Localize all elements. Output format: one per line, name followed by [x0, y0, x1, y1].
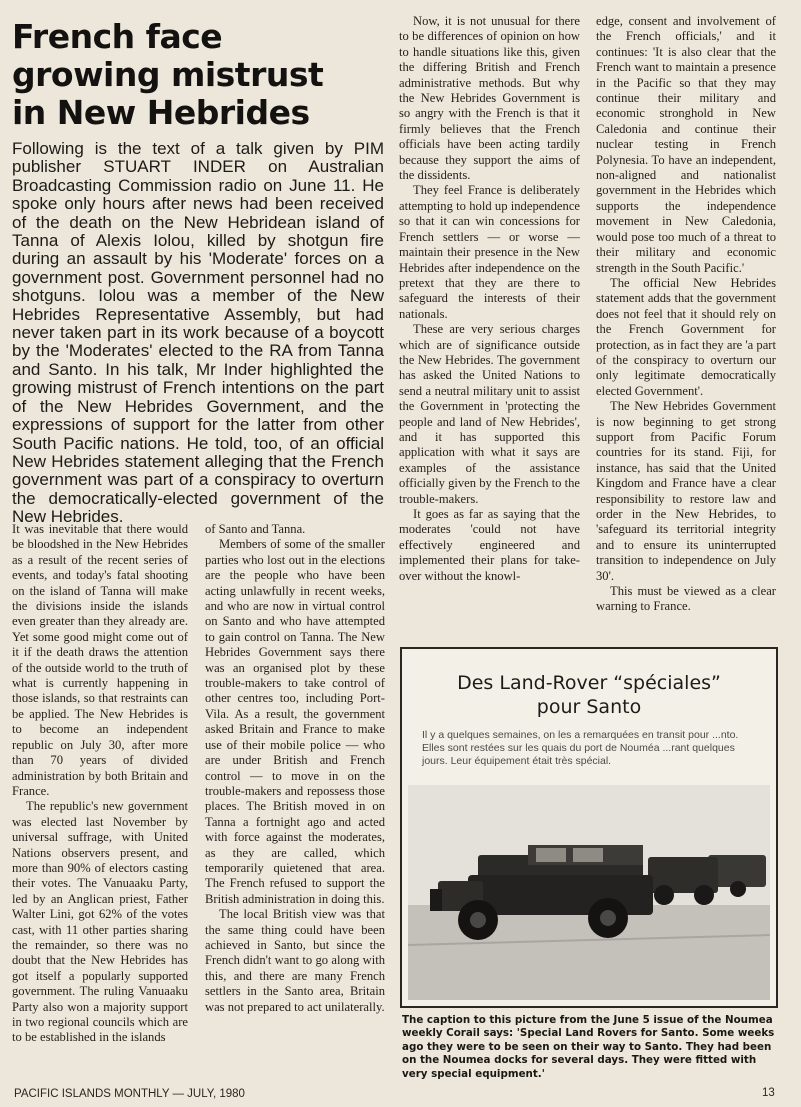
- body-column-2: [205, 522, 385, 1015]
- clipping-headline-line-1: Des Land-Rover “spéciales”: [457, 672, 721, 694]
- article-intro: Following is the text of a talk given by PIM publisher STUART INDER on Australian Broadcasting Commission radio on June 11. He spoke only hours after news had been received of the death on the New Hebridean island of Tanna of Alexis Iolou, killed by shotgun fire during an assault by his 'Moderate' forces on a government post. Government personnel had no shotguns. Iolou was a member of the New Hebrides Representative Assembly, but had never taken part in its work because of a boycott by the 'Moderates' elected to the RA from Tanna and Santo. In his talk, Mr Inder highlighted the growing mistrust of French intentions on the part of the New Hebrides Government, and the expressions of support for the latter from other South Pacific nations. He told, too, of an official New Hebrides statement alleging that the French government was part of a conspiracy to overturn the democratically-elected government of the New Hebrides.: [12, 139, 384, 527]
- paragraph: It was inevitable that there would be bloodshed in the New Hebrides as a result of the recent series of events, and today's fatal shooting on the island of Tanna will make the divisions inside the islands even greater than they already are. Yet some good might come out of it if the death draws the attention of the outside world to the truth of what is currently happening in those islands, so that restraints can be applied. The New Hebrides is to become an independent republic on July 30, after more than 70 years of divided administration by both Britain and France.: [12, 522, 188, 798]
- paragraph: of Santo and Tanna.: [205, 522, 306, 536]
- clipping-headline: [402, 671, 776, 719]
- paragraph: This must be viewed as a clear warning to France.: [596, 584, 776, 614]
- page-number: 13: [762, 1087, 775, 1099]
- clipping-headline-line-2: pour Santo: [536, 696, 642, 718]
- paragraph: These are very serious charges which are of significance outside the New Hebrides. The government has asked the United Nations to send a neutral military unit to assist the Government in 'protecting the people and land of New Hebrides', and it has supported this application with what it says are examples of the assistance officially given by the French to the trouble-makers.: [399, 322, 580, 506]
- paragraph: Members of some of the smaller parties who lost out in the elections are the people who have been acting unlawfully in recent weeks, and who are now in virtual control on Santo and who have attempted to gain control on Tanna. The New Hebrides Government says there was an organised plot by these trouble-makers to take control of other centres too, including Port-Vila. As a result, the government asked Britain and France to make use of their mobile police — who are under British and French control — to move in on the trouble-makers and repossess those places. The British moved in on Tanna a fortnight ago and acted with force against the moderates, as they are called, which temporarily quietened that area. The French refused to support the British administration in doing this.: [205, 537, 385, 906]
- headline-line-2: growing mistrust: [12, 55, 324, 94]
- paragraph: The republic's new government was elected last November by universal suffrage, with United Nations observers present, and more than 90% of electors casting their votes. The Vanuaaku Party, led by an Anglican priest, Father Walter Lini, got 62% of the votes cast, with 11 other parties sharing the remainder, so there was no doubt that the New Hebrides has got itself a popularly supported government. The ruling Vanuaaku Party also won a majority support in two regional councils which are to be established in the islands: [12, 799, 188, 1045]
- headline-line-1: French face: [12, 17, 223, 56]
- body-column-3: [399, 14, 580, 584]
- photo-caption: The caption to this picture from the June 5 issue of the Noumea weekly Corail says: 'Special Land Rovers for Santo. Some weeks ago they were to be seen on their way to Santo. They had been on the Noumea docks for several days. They were fitted with very special equipment.': [402, 1014, 775, 1080]
- paragraph: edge, consent and involvement of the French officials,' and it continues: 'It is also clear that the French want to maintain a presence in the Pacific so that they may continue their military and economic stronghold in New Caledonia and continue their nuclear testing in French Polynesia. To have an independent, non-aligned and nationalist government in the Hebrides which supports the independence movement in New Caledonia, would pose too much of a threat to their military and economic strength in the South Pacific.': [596, 14, 776, 275]
- body-column-4: [596, 14, 776, 615]
- paragraph: The official New Hebrides statement adds that the government does not feel that it should rely on the French Government for protection, as in fact they are 'a part of the conspiracy to overturn our only legitimate democratically elected Government'.: [596, 275, 776, 398]
- body-column-1: [12, 522, 188, 1046]
- clipping-text: Il y a quelques semaines, on les a remarquées en transit pour ...nto. Elles sont restées sur les quais du port de Nouméa ...rant quelques jours. Leur équipement était très spécial.: [422, 729, 739, 767]
- paragraph: The New Hebrides Government is now beginning to get strong support from Pacific Forum countries for its stand. Fiji, for instance, has said that the United Kingdom and France have a clear responsibility to restore law and order in the New Hebrides, to 'safeguard its territorial integrity and to ensure its uninterrupted transition to independence on July 30'.: [596, 399, 776, 583]
- land-rover-illustration: [408, 785, 770, 1000]
- paragraph: They feel France is deliberately attempting to hold up independence so that it can win concessions for French settlers — or worse — maintain their presence in the New Hebrides after independence on the pretext that they are there to safeguard the interests of their nationals.: [399, 183, 580, 321]
- photo-clipping: [400, 647, 778, 1008]
- article-headline: [12, 18, 392, 132]
- paragraph: It goes as far as saying that the moderates 'could not have effectively engineered and implemented their plans for take-over without the knowl-: [399, 507, 580, 583]
- headline-line-3: in New Hebrides: [12, 93, 310, 132]
- land-rover-photo: [408, 785, 770, 1000]
- paragraph: The local British view was that the same thing could have been achieved in Santo, but since the French didn't want to go along with this, and there are many French settlers in the Santo area, Britain was not prepared to act unilaterally.: [205, 907, 385, 1014]
- footer-publication: PACIFIC ISLANDS MONTHLY — JULY, 1980: [14, 1088, 245, 1100]
- paragraph: Now, it is not unusual for there to be differences of opinion on how to handle situations like this, given the differing British and French administrative methods. But why the New Hebrides Government is so angry with the French is that it firmly believes that the French officials have been acting tardily because they support the aims of the dissidents.: [399, 14, 580, 183]
